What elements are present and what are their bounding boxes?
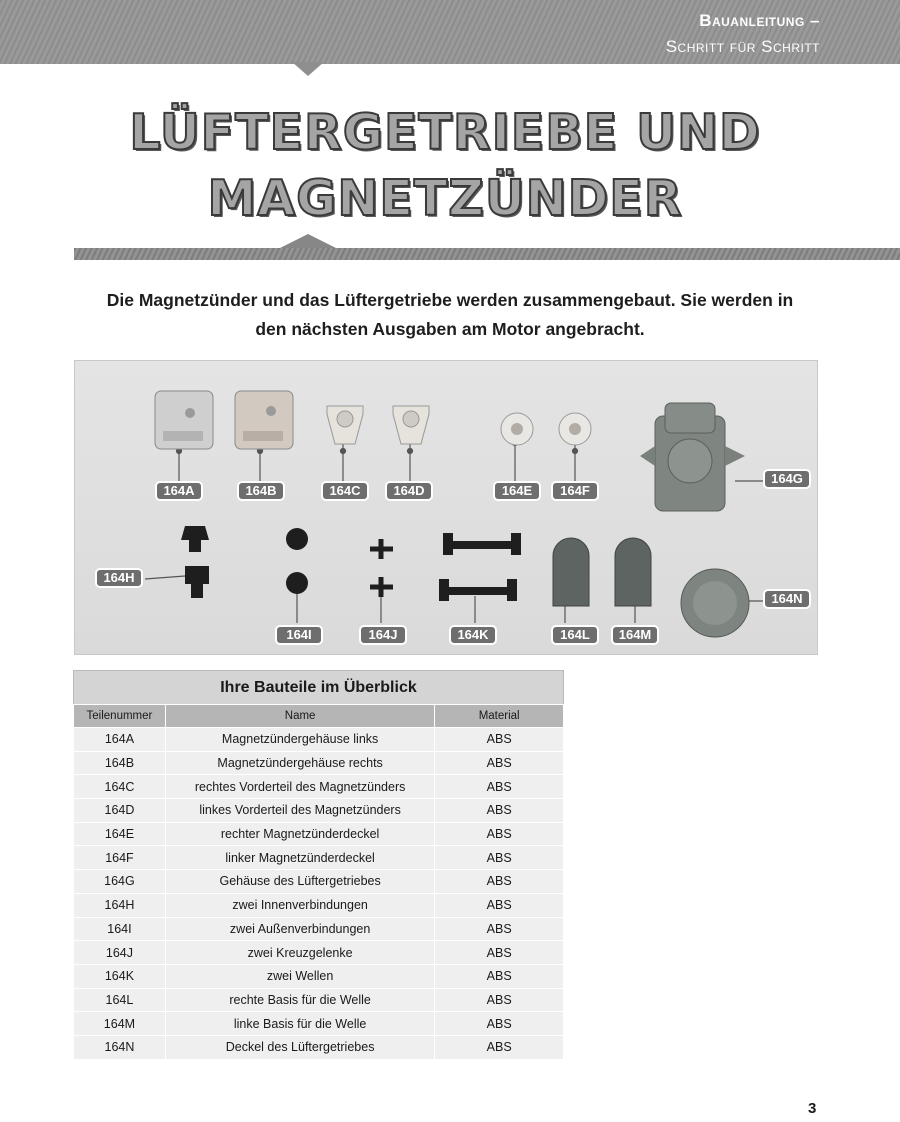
intro-paragraph [60, 286, 840, 344]
parts-table-caption: Ihre Bauteile im Überblick [73, 670, 564, 704]
cell-name: linke Basis für die Welle [165, 1012, 434, 1036]
separator-band [74, 248, 900, 260]
table-row [74, 870, 564, 894]
cell-name: linkes Vorderteil des Magnetzünders [165, 799, 434, 823]
cell-name: Gehäuse des Lüftergetriebes [165, 870, 434, 894]
magneto-cover-right [501, 413, 533, 445]
fan-gearbox-housing [640, 403, 745, 511]
part-label-164g: 164G [763, 469, 811, 489]
outer-connectors [286, 528, 308, 594]
table-row [74, 1012, 564, 1036]
cell-part-number: 164K [74, 964, 166, 988]
part-label-164k: 164K [449, 625, 497, 645]
cell-name: rechter Magnetzünderdeckel [165, 822, 434, 846]
table-row [74, 799, 564, 823]
magneto-front-right [327, 406, 363, 444]
cell-part-number: 164C [74, 775, 166, 799]
cell-part-number: 164M [74, 1012, 166, 1036]
table-header-row [74, 705, 564, 728]
cell-material: ABS [435, 1012, 564, 1036]
cell-part-number: 164H [74, 893, 166, 917]
page-title [0, 100, 890, 232]
cell-name: linker Magnetzünderdeckel [165, 846, 434, 870]
cell-material: ABS [435, 964, 564, 988]
table-row [74, 964, 564, 988]
part-label-164j: 164J [359, 625, 407, 645]
part-label-164d: 164D [385, 481, 433, 501]
header-notch [292, 62, 324, 76]
table-row [74, 941, 564, 965]
part-label-164n: 164N [763, 589, 811, 609]
cell-name: zwei Außenverbindungen [165, 917, 434, 941]
part-label-164a: 164A [155, 481, 203, 501]
page-number: 3 [808, 1100, 817, 1117]
page-title-line2: MAGNETZÜNDER [207, 170, 683, 227]
cell-part-number: 164N [74, 1035, 166, 1059]
cell-material: ABS [435, 917, 564, 941]
cell-material: ABS [435, 941, 564, 965]
cell-material: ABS [435, 893, 564, 917]
part-label-164f: 164F [551, 481, 599, 501]
table-row [74, 917, 564, 941]
part-label-164c: 164C [321, 481, 369, 501]
cell-part-number: 164J [74, 941, 166, 965]
intro-line2: den nächsten Ausgaben am Motor angebracht. [255, 319, 645, 339]
part-label-164h: 164H [95, 568, 143, 588]
table-row [74, 1035, 564, 1059]
cell-material: ABS [435, 775, 564, 799]
cell-material: ABS [435, 751, 564, 775]
cell-part-number: 164F [74, 846, 166, 870]
cell-name: rechte Basis für die Welle [165, 988, 434, 1012]
parts-table [73, 670, 564, 1060]
magneto-housing-right [235, 391, 293, 449]
cell-part-number: 164G [74, 870, 166, 894]
shaft-base-right [553, 538, 589, 606]
cell-part-number: 164I [74, 917, 166, 941]
intro-line1: Die Magnetzünder und das Lüftergetriebe werden zusammengebaut. Sie werden in [106, 290, 794, 310]
part-label-164b: 164B [237, 481, 285, 501]
parts-illustration [75, 361, 819, 656]
table-row [74, 988, 564, 1012]
header-material: Material [435, 705, 564, 728]
cell-material: ABS [435, 988, 564, 1012]
cell-material: ABS [435, 799, 564, 823]
table-row [74, 893, 564, 917]
cell-material: ABS [435, 870, 564, 894]
table-row [74, 728, 564, 752]
cell-name: Magnetzündergehäuse rechts [165, 751, 434, 775]
table-row [74, 775, 564, 799]
cell-part-number: 164E [74, 822, 166, 846]
part-label-164e: 164E [493, 481, 541, 501]
cell-material: ABS [435, 846, 564, 870]
cell-part-number: 164B [74, 751, 166, 775]
section-label-line1: Bauanleitung – [699, 11, 820, 30]
cell-name: rechtes Vorderteil des Magnetzünders [165, 775, 434, 799]
cell-material: ABS [435, 822, 564, 846]
shafts [439, 533, 521, 601]
page-title-line1: LÜFTERGETRIEBE UND [129, 104, 761, 161]
header-name: Name [165, 705, 434, 728]
cell-material: ABS [435, 728, 564, 752]
cell-name: zwei Wellen [165, 964, 434, 988]
section-label-line2: Schritt für Schritt [665, 37, 820, 56]
magneto-front-left [393, 406, 429, 444]
parts-photo [74, 360, 818, 655]
cross-joints [370, 539, 393, 597]
shaft-base-left [615, 538, 651, 606]
table-row [74, 751, 564, 775]
table-row [74, 846, 564, 870]
header-part-number: Teilenummer [74, 705, 166, 728]
cell-name: zwei Kreuzgelenke [165, 941, 434, 965]
cell-name: Magnetzündergehäuse links [165, 728, 434, 752]
cell-name: zwei Innenverbindungen [165, 893, 434, 917]
table-row [74, 822, 564, 846]
magneto-housing-left [155, 391, 213, 449]
section-label [666, 8, 820, 60]
cell-part-number: 164D [74, 799, 166, 823]
part-label-164l: 164L [551, 625, 599, 645]
part-label-164m: 164M [611, 625, 659, 645]
cell-part-number: 164L [74, 988, 166, 1012]
part-label-164i: 164I [275, 625, 323, 645]
cell-material: ABS [435, 1035, 564, 1059]
inner-connectors [181, 526, 209, 598]
magneto-cover-left [559, 413, 591, 445]
cell-part-number: 164A [74, 728, 166, 752]
gearbox-cover [681, 569, 749, 637]
cell-name: Deckel des Lüftergetriebes [165, 1035, 434, 1059]
